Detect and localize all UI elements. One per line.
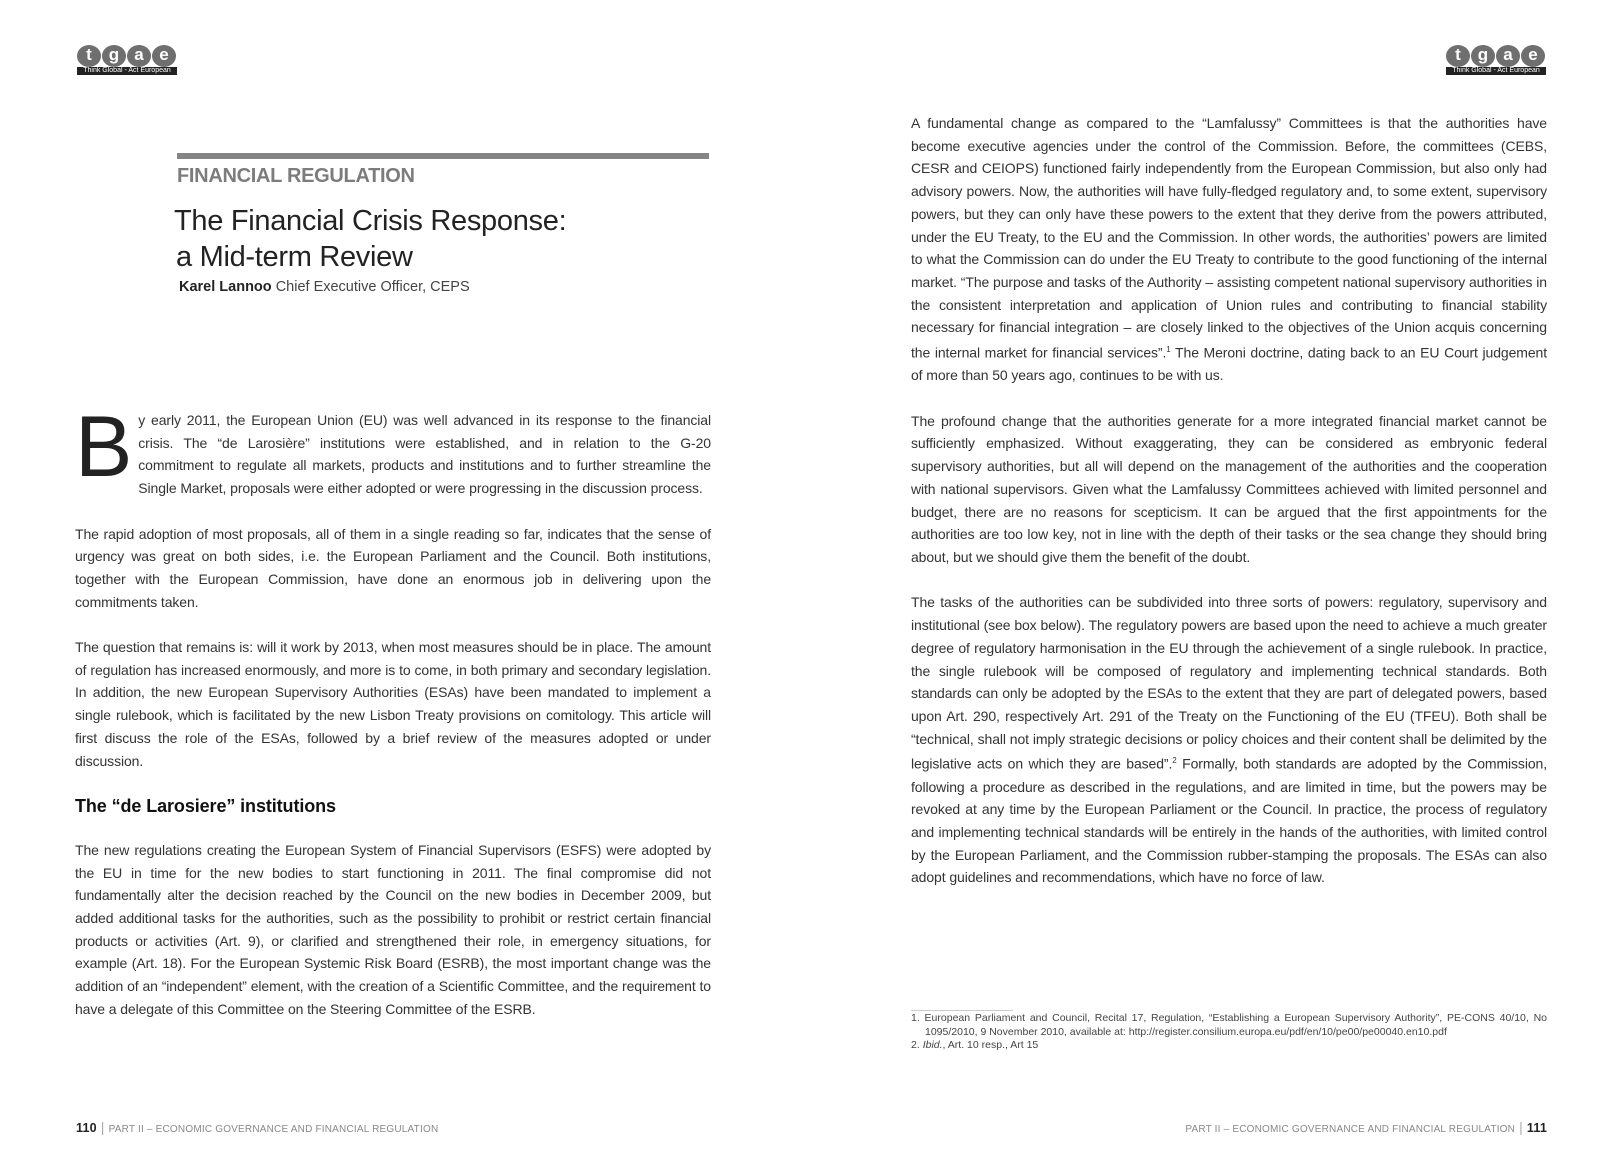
drop-cap: B — [75, 399, 133, 495]
logo-letter: g — [1471, 45, 1495, 67]
paragraph: The rapid adoption of most proposals, all of them in a single reading so far, indicates that the sense of urgency was great on both sides, i.e. the European Parliament and the Council. Both institutions, together with the European Commission, have done an enormous job in delivering upon the commitments taken. — [75, 525, 711, 610]
page-number: 111 — [1526, 1121, 1547, 1135]
logo-letter: t — [1446, 45, 1470, 67]
paragraph-text: The Meroni doctrine, dating back to an EU Court judgement of more than 50 years ago, continues to be with us. — [911, 344, 1547, 384]
paragraph — [911, 112, 1547, 387]
paragraph-text: The tasks of the authorities can be subdivided into three sorts of powers: regulatory, supervisory and institutional (see box below). The regulatory powers are based upon the need to achieve a much greater degree of regulatory harmonisation in the EU through the achievement of a single rulebook. In practice, the single rulebook will be composed of regulatory and implementing technical standards. Both standards can only be adopted by the ESAs to the extent that they are part of delegated powers, based upon Art. 290, respectively Art. 291 of the Treaty on the Functioning of the EU (TFEU). Both shall be “technical, shall not imply strategic decisions or policy choices and their content shall be delimited by the legislative acts on which they are based”. — [911, 594, 1547, 772]
logo-letter: e — [152, 45, 176, 67]
left-column — [75, 399, 711, 1043]
article-title — [174, 203, 566, 275]
logo-letter: g — [102, 45, 126, 67]
section-rule — [177, 153, 709, 159]
footnote-ref[interactable]: 1 — [1166, 345, 1171, 355]
paragraph — [911, 591, 1547, 889]
title-line: The Financial Crisis Response: — [174, 205, 567, 237]
footnote-ref[interactable]: 2 — [1172, 756, 1177, 766]
tgae-logo-left — [77, 45, 177, 75]
footer-left — [76, 1119, 438, 1135]
section-heading: The “de Larosiere” institutions — [75, 795, 336, 816]
logo-letter: t — [77, 45, 101, 67]
footnote — [911, 1039, 1547, 1053]
right-column — [911, 112, 1547, 912]
footer-separator: | — [1519, 1119, 1523, 1135]
author-name: Karel Lannoo — [179, 279, 272, 295]
footer-right — [1185, 1119, 1547, 1135]
footnote — [911, 1012, 1547, 1039]
footnotes — [911, 1012, 1547, 1053]
tgae-logo-right — [1446, 45, 1546, 75]
page-number: 110 — [76, 1121, 97, 1135]
paragraph: The profound change that the authorities generate for a more integrated financial market cannot be sufficiently emphasized. Without exaggerating, they can be considered as embryonic federal supervisory authorities, but all will depend on the management of the authorities and the cooperation with national supervisors. Given what the Lamfalussy Committees achieved with limited personnel and budget, there are no reasons for scepticism. It can be argued that the first appointments for the authorities are too low key, not in line with the depth of their tasks or the sea change they should bring about, but we should give them the benefit of the doubt. — [911, 412, 1547, 565]
paragraph-text: A fundamental change as compared to the “Lamfalussy” Committees is that the authorities have become executive agencies under the control of the Commission. Before, the committees (CEBS, CESR and CEIOPS) functioned fairly independently from the European Commission, but also only had advisory powers. Now, the authorities will have fully-fledged regulatory and, to some extent, supervisory powers, but they can only have these powers to the extent that they derive from the powers attributed, under the EU Treaty, to the EU and the Commission. In other words, the authorities’ powers are limited to what the Commission can do under the EU Treaty to contribute to the good functioning of the internal market. “The purpose and tasks of the Authority – assisting competent national supervisory authorities in the consistent interpretation and application of Union rules and contributing to financial stability necessary for financial integration – are closely linked to the objectives of the Union acquis concerning the internal market for financial services”. — [911, 115, 1547, 361]
footnote-text: European Parliament and Council, Recital 17, Regulation, “Establishing a European Supervisory Authority”, PE-CONS 40/10, No 1095/2010, 9 November 2010, available at: http://register.consilium.europa.eu/pdf/en/10/pe00/pe00040.en10.pdf — [924, 1012, 1547, 1038]
section-kicker: FINANCIAL REGULATION — [177, 165, 415, 187]
author-line — [179, 279, 470, 295]
logo-tagline: Think Global - Act European — [1446, 67, 1546, 75]
paragraph: The question that remains is: will it work by 2013, when most measures should be in place. The amount of regulation has increased enormously, and more is to come, in both primary and secondary legislation. In addition, the new European Supervisory Authorities (ESAs) have been mandated to implement a single rulebook, which is facilitated by the new Lisbon Treaty provisions on comitology. This article will first discuss the role of the ESAs, followed by a brief review of the measures adopted or under discussion. — [75, 639, 711, 769]
paragraph — [75, 399, 711, 500]
logo-letter: a — [1496, 45, 1520, 67]
footer-separator: | — [100, 1119, 105, 1135]
author-role: Chief Executive Officer, CEPS — [275, 279, 470, 295]
footer-text: PART II – ECONOMIC GOVERNANCE AND FINANCIAL REGULATION — [1185, 1124, 1516, 1135]
footnote-text: , Art. 10 resp., Art 15 — [942, 1039, 1039, 1051]
logo-letter: e — [1521, 45, 1545, 67]
footnote-number: 1. — [911, 1012, 920, 1024]
footnote-number: 2. — [911, 1039, 920, 1051]
title-line: a Mid-term Review — [176, 241, 413, 273]
footnote-italic: Ibid. — [922, 1039, 943, 1051]
footer-text: PART II – ECONOMIC GOVERNANCE AND FINANCIAL REGULATION — [108, 1124, 439, 1135]
footnote-divider — [911, 1010, 1013, 1011]
paragraph: The new regulations creating the European System of Financial Supervisors (ESFS) were adopted by the EU in time for the new bodies to start functioning in 2011. The final compromise did not fundamentally alter the decision reached by the Council on the new bodies in December 2009, but added additional tasks for the authorities, such as the possibility to prohibit or restrict certain financial products or activities (Art. 9), or clarified and strengthened their role, in emergency situations, for example (Art. 18). For the European Systemic Risk Board (ESRB), the most important change was the addition of an “independent” element, with the creation of a Scientific Committee, and the requirement to have a delegate of this Committee on the Steering Committee of the ESRB. — [75, 841, 711, 1017]
paragraph-text: Formally, both standards are adopted by the Commission, following a procedure as described in the regulations, and are limited in time, but the powers may be revoked at any time by the European Parliament or the Council. In practice, the process of regulatory and implementing technical standards will be entirely in the hands of the authorities, with limited control by the European Parliament, and the Commission rubber-stamping the proposals. The ESAs can also adopt guidelines and recommendations, which have no force of law. — [911, 755, 1547, 886]
logo-letter: a — [127, 45, 151, 67]
logo-tagline: Think Global - Act European — [77, 67, 177, 75]
paragraph-text: y early 2011, the European Union (EU) was well advanced in its response to the financial crisis. The “de Larosière” institutions were established, and in relation to the G-20 commitment to regulate all markets, products and institutions and to further streamline the Single Market, proposals were either adopted or were progressing in the discussion process. — [138, 412, 711, 497]
